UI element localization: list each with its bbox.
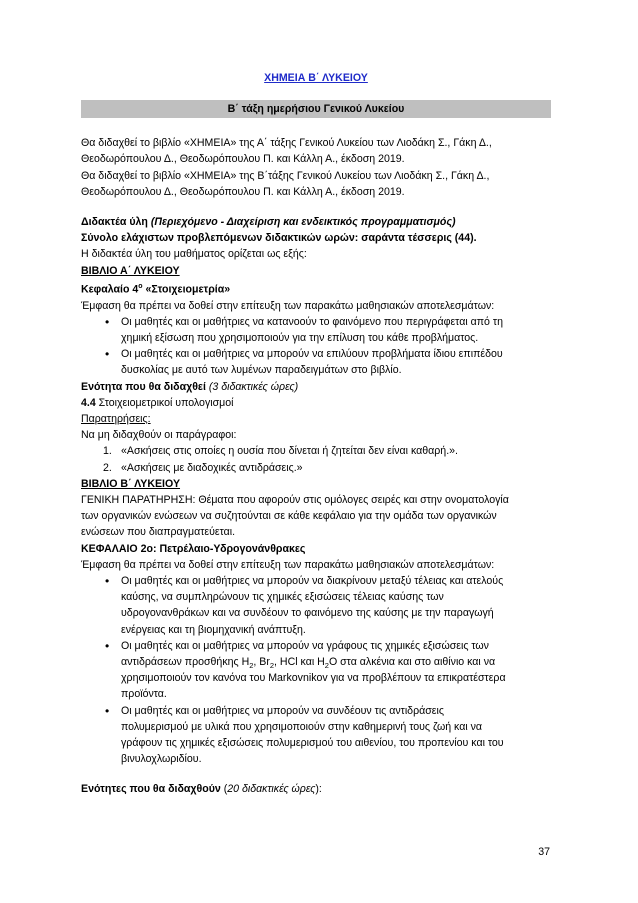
list-item: • Οι μαθητές και οι μαθήτριες να κατανοούν το φαινόμενο που περιγράφεται από τη χημική εξίσωση που χρησιμοποιούν για την επίλυση του κάθε προβλήματος.	[81, 314, 551, 346]
list-item: • Οι μαθητές και οι μαθήτριες να μπορούν να διακρίνουν μεταξύ τέλειας και ατελούς καύσης, να συμπληρώνουν τις χημικές εξισώσεις τέλειας καύσης των υδρογονανθράκων και να συνδέουν το φαινόμενο της καύσης με την παραγωγή ενέργειας και τη βιομηχανική ανάπτυξη.	[81, 573, 551, 638]
section-name: Στοιχειομετρικοί υπολογισμοί	[95, 396, 234, 409]
list-item: 1. «Ασκήσεις στις οποίες η ουσία που δίνεται ή ζητείται δεν είναι καθαρή.».	[103, 445, 458, 458]
chapter-sup: ο	[138, 282, 143, 290]
syllabus-heading-bold: Διδακτέα ύλη	[81, 216, 151, 229]
list-item: • Οι μαθητές και οι μαθήτριες να μπορούν να επιλύουν προβλήματα ίδιου επιπέδου δυσκολίας με αυτό των λυμένων παραδειγμάτων στο βιβλίο.	[81, 346, 551, 378]
remarks-label: Παρατηρήσεις:	[81, 412, 151, 425]
book-a-section	[81, 395, 551, 411]
intro-line: Θα διδαχθεί το βιβλίο «ΧΗΜΕΙΑ» της Β΄τάξης Γενικού Λυκείου των Λιοδάκη Σ., Γάκη Δ.,	[81, 169, 490, 182]
book-a-unit	[81, 379, 551, 395]
chapter-text: Κεφαλαίο 4	[81, 283, 139, 296]
grade-banner: Β΄ τάξη ημερήσιου Γενικού Λυκείου	[81, 100, 551, 118]
general-note: ΓΕΝΙΚΗ ΠΑΡΑΤΗΡΗΣΗ: Θέματα που αφορούν στις ομόλογες σειρές και στην ονοματολογία των οργανικών ενώσεων να συζητούνται σε κάθε κεφάλαιο για την ομάδα των οργανικών ενώσεων που διαπραγματεύεται.	[81, 494, 509, 539]
chapter-name: «Στοιχειομετρία»	[142, 283, 231, 296]
not-taught-label: Να μη διδαχθούν οι παράγραφοι:	[81, 429, 237, 442]
syllabus-heading-italic: (Περιεχόμενο - Διαχείριση και ενδεικτικός προγραμματισμός)	[150, 216, 456, 229]
excluded-paragraphs	[81, 443, 551, 475]
section-number: 4.4	[81, 396, 96, 409]
syllabus-heading	[81, 214, 551, 230]
unit-italic: (3 διδακτικές ώρες)	[208, 380, 299, 393]
syllabus-defined: Η διδακτέα ύλη του μαθήματος ορίζεται ως εξής:	[81, 248, 307, 261]
book-b-units: Ενότητες που θα διδαχθούν (20 διδακτικές ώρες):	[81, 783, 322, 796]
page-number: 37	[538, 846, 550, 858]
book-b-outcomes	[81, 573, 551, 767]
list-item: 2. «Ασκήσεις με διαδοχικές αντιδράσεις.»	[103, 461, 303, 474]
book-b-label: ΒΙΒΛΙΟ Β΄ ΛΥΚΕΙΟΥ	[81, 477, 181, 490]
intro-line: Θεοδωρόπουλου Δ., Θεοδωρόπουλου Π. και Κάλλη Α., έκδοση 2019.	[81, 185, 405, 198]
book-a-chapter	[81, 279, 551, 298]
book-a-label: ΒΙΒΛΙΟ Α΄ ΛΥΚΕΙΟΥ	[81, 264, 180, 277]
unit-bold: Ενότητα που θα διδαχθεί	[81, 380, 209, 393]
page-title: ΧΗΜΕΙΑ Β΄ ΛΥΚΕΙΟΥ	[264, 72, 368, 84]
min-hours: Σύνολο ελάχιστων προβλεπόμενων διδακτικών ωρών: σαράντα τέσσερις (44).	[81, 232, 477, 245]
list-item: • Οι μαθητές και οι μαθήτριες να μπορούν να συνδέουν τις αντιδράσεις πολυμερισμού με υλικά που χρησιμοποιούν στην καθημερινή τους ζωή και να γράφουν τις χημικές εξισώσεις πολυμερισμού του αιθενίου, του προπενίου και του βινυλοχλωριδίου.	[81, 703, 551, 768]
list-item: • Οι μαθητές και οι μαθήτριες να μπορούν να γράφους τις χημικές εξισώσεις των αντιδράσεων προσθήκης $H_2$, $Br_2$, HCl και $H_2O$ στα αλκένια και στο αιθίνιο και να χρησιμοποιούν τον κανόνα του Markovnikov για να προβλέπουν τα επικρατέστερα προϊόντα.	[81, 638, 551, 703]
intro-line: Θεοδωρόπουλου Δ., Θεοδωρόπουλου Π. και Κάλλη Α., έκδοση 2019.	[81, 153, 405, 166]
intro-line: Θα διδαχθεί το βιβλίο «ΧΗΜΕΙΑ» της Α΄ τάξης Γενικού Λυκείου των Λιοδάκη Σ., Γάκη Δ.,	[81, 137, 492, 150]
page-content	[81, 70, 551, 798]
book-a-outcomes	[81, 314, 551, 379]
book-b-emphasis: Έμφαση θα πρέπει να δοθεί στην επίτευξη των παρακάτω μαθησιακών αποτελεσμάτων:	[81, 558, 495, 571]
book-a-emphasis: Έμφαση θα πρέπει να δοθεί στην επίτευξη των παρακάτω μαθησιακών αποτελεσμάτων:	[81, 299, 495, 312]
book-b-chapter: ΚΕΦΑΛΑΙΟ 2ο: Πετρέλαιο-Υδρογονάνθρακες	[81, 542, 306, 555]
